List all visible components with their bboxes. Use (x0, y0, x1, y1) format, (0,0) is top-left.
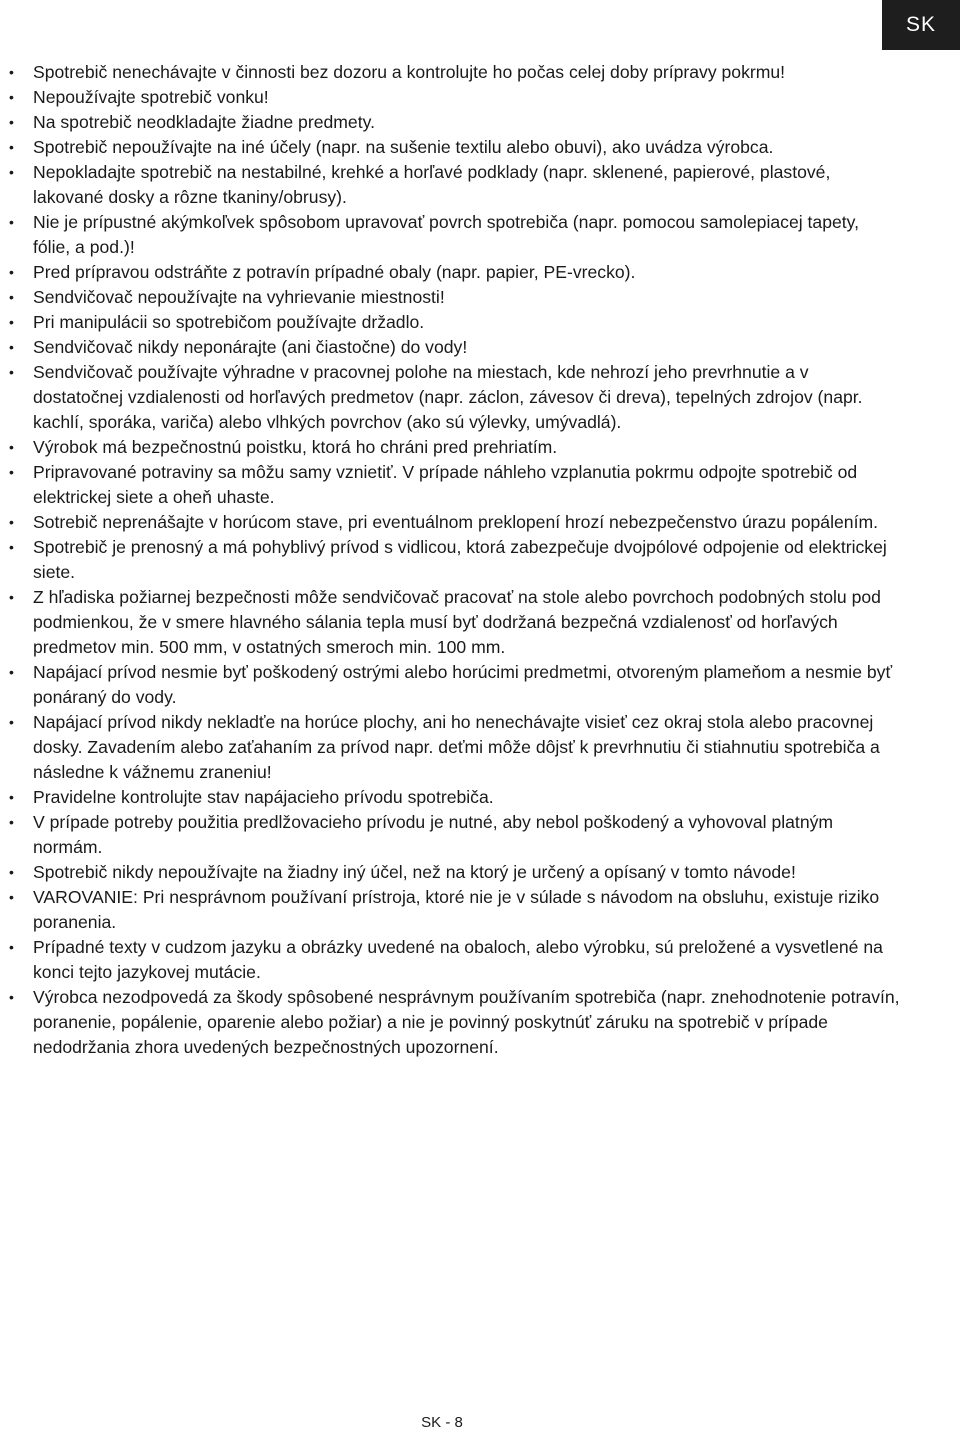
list-item-text: Z hľadiska požiarnej bezpečnosti môže sendvičovač pracovať na stole alebo povrchoch podobných stolu pod podmienkou, že v smere hlavného sálania tepla musí byť dodržaná bezpečná vzdialenosť od horľavých predmetov min. 500 mm, v ostatných smeroch min. 100 mm. (33, 587, 881, 657)
list-item-text: Pred prípravou odstráňte z potravín prípadné obaly (napr. papier, PE-vrecko). (33, 262, 636, 282)
bullet-icon: • (9, 439, 14, 455)
bullet-icon: • (9, 864, 14, 880)
list-item-text: Pravidelne kontrolujte stav napájacieho prívodu spotrebiča. (33, 787, 494, 807)
list-item-text: Pripravované potraviny sa môžu samy vznietiť. V prípade náhleho vzplanutia pokrmu odpojte spotrebič od elektrickej siete a oheň uhaste. (33, 462, 858, 507)
safety-instructions (0, 60, 900, 1060)
bullet-icon: • (9, 164, 14, 180)
list-item (0, 435, 900, 460)
list-item (0, 885, 900, 935)
bullet-icon: • (9, 214, 14, 230)
list-item-text: Výrobok má bezpečnostnú poistku, ktorá ho chráni pred prehriatím. (33, 437, 558, 457)
list-item-text: Sendvičovač nepoužívajte na vyhrievanie miestnosti! (33, 287, 445, 307)
bullet-icon: • (9, 789, 14, 805)
bullet-icon: • (9, 314, 14, 330)
bullet-icon: • (9, 464, 14, 480)
list-item (0, 710, 900, 785)
list-item-text: Spotrebič nikdy nepoužívajte na žiadny iný účel, než na ktorý je určený a opísaný v tomto návode! (33, 862, 796, 882)
list-item-text: Výrobca nezodpovedá za škody spôsobené nesprávnym používaním spotrebiča (napr. znehodnotenie potravín, poranenie, popálenie, oparenie alebo požiar) a nie je povinný poskytnúť záruku na spotrebič v prípade nedodržania zhora uvedených bezpečnostných upozornení. (33, 987, 900, 1057)
bullet-icon: • (9, 364, 14, 380)
list-item-text: Napájací prívod nesmie byť poškodený ostrými alebo horúcimi predmetmi, otvoreným plameňom a nesmie byť ponáraný do vody. (33, 662, 893, 707)
page-number: SK - 8 (421, 1414, 463, 1431)
list-item-text: Nepokladajte spotrebič na nestabilné, krehké a horľavé podklady (napr. sklenené, papierové, plastové, lakované dosky a rôzne tkaniny/obrusy). (33, 162, 831, 207)
bullet-icon: • (9, 939, 14, 955)
list-item-text: Spotrebič nenechávajte v činnosti bez dozoru a kontrolujte ho počas celej doby prípravy pokrmu! (33, 62, 786, 82)
list-item (0, 285, 900, 310)
list-item (0, 660, 900, 710)
bullet-icon: • (9, 339, 14, 355)
list-item (0, 335, 900, 360)
bullet-icon: • (9, 514, 14, 530)
list-item (0, 160, 900, 210)
bullet-icon: • (9, 539, 14, 555)
bullet-icon: • (9, 714, 14, 730)
list-item (0, 585, 900, 660)
list-item-text: Sotrebič neprenášajte v horúcom stave, pri eventuálnom preklopení hrozí nebezpečenstvo úrazu popálením. (33, 512, 878, 532)
list-item-text: Nepoužívajte spotrebič vonku! (33, 87, 269, 107)
list-item-text: Pri manipulácii so spotrebičom používajte držadlo. (33, 312, 425, 332)
list-item (0, 110, 900, 135)
list-item (0, 935, 900, 985)
list-item (0, 210, 900, 260)
list-item-text: Spotrebič nepoužívajte na iné účely (napr. na sušenie textilu alebo obuvi), ako uvádza výrobca. (33, 137, 774, 157)
list-item (0, 535, 900, 585)
list-item (0, 510, 900, 535)
list-item-text: Spotrebič je prenosný a má pohyblivý prívod s vidlicou, ktorá zabezpečuje dvojpólové odpojenie od elektrickej siete. (33, 537, 887, 582)
bullet-icon: • (9, 589, 14, 605)
language-tab: SK (882, 0, 960, 50)
list-item (0, 985, 900, 1060)
bullet-icon: • (9, 814, 14, 830)
bullet-icon: • (9, 289, 14, 305)
list-item (0, 135, 900, 160)
bullet-icon: • (9, 89, 14, 105)
list-item (0, 260, 900, 285)
list-item (0, 810, 900, 860)
list-item (0, 785, 900, 810)
bullet-icon: • (9, 64, 14, 80)
list-item-text: Sendvičovač používajte výhradne v pracovnej polohe na miestach, kde nehrozí jeho prevrhnutie a v dostatočnej vzdialenosti od horľavých predmetov (napr. záclon, závesov či dreva), tepelných zdrojov (napr. kachlí, sporáka, variča) alebo vlhkých povrchov (ako sú výlevky, umývadlá). (33, 362, 863, 432)
bullet-icon: • (9, 664, 14, 680)
bullet-icon: • (9, 889, 14, 905)
bullet-icon: • (9, 989, 14, 1005)
list-item (0, 860, 900, 885)
bullet-icon: • (9, 264, 14, 280)
list-item (0, 60, 900, 85)
list-item-text: VAROVANIE: Pri nesprávnom používaní prístroja, ktoré nie je v súlade s návodom na obsluhu, existuje riziko poranenia. (33, 887, 880, 932)
bullet-icon: • (9, 139, 14, 155)
bullet-list (0, 60, 900, 1060)
list-item-text: Napájací prívod nikdy nekladťe na horúce plochy, ani ho nenechávajte visieť cez okraj stola alebo pracovnej dosky. Zavadením alebo zaťahaním za prívod napr. deťmi môže dôjsť k prevrhnutiu či stiahnutiu spotrebiča a následne k vážnemu zraneniu! (33, 712, 880, 782)
list-item-text: Sendvičovač nikdy neponárajte (ani čiastočne) do vody! (33, 337, 468, 357)
list-item-text: Prípadné texty v cudzom jazyku a obrázky uvedené na obaloch, alebo výrobku, sú preložené a vysvetlené na konci tejto jazykovej mutácie. (33, 937, 883, 982)
bullet-icon: • (9, 114, 14, 130)
list-item-text: Na spotrebič neodkladajte žiadne predmety. (33, 112, 375, 132)
list-item-text: V prípade potreby použitia predlžovacieho prívodu je nutné, aby nebol poškodený a vyhovoval platným normám. (33, 812, 834, 857)
list-item (0, 360, 900, 435)
list-item (0, 460, 900, 510)
list-item-text: Nie je prípustné akýmkoľvek spôsobom upravovať povrch spotrebiča (napr. pomocou samolepiacej tapety, fólie, a pod.)! (33, 212, 860, 257)
list-item (0, 85, 900, 110)
list-item (0, 310, 900, 335)
